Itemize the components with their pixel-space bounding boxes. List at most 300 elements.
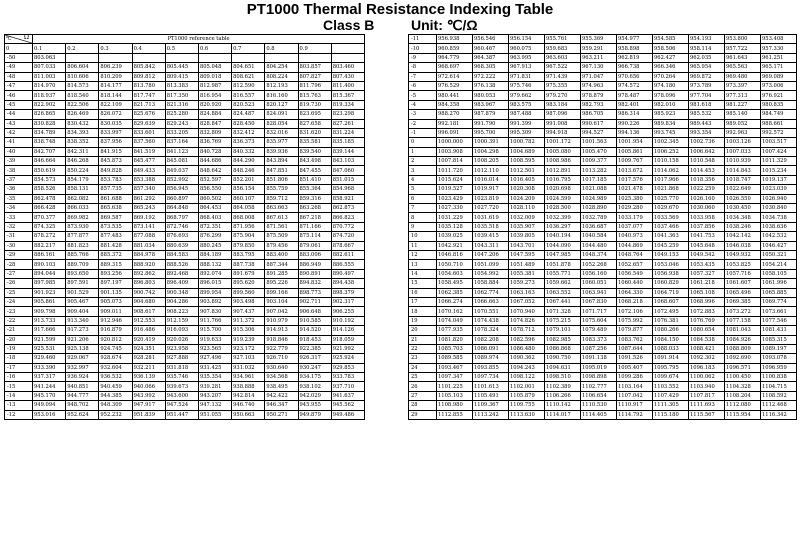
resistance-cell: 1092.302 [689,354,725,363]
resistance-cell: 1069.385 [725,297,761,306]
resistance-cell: 1058.105 [761,269,797,278]
temperature-cell: -17 [5,363,33,372]
resistance-cell: 961.643 [725,53,761,62]
resistance-cell: 955.369 [581,35,617,44]
resistance-cell: 936.924 [66,373,99,382]
resistance-cell: 1084.538 [689,335,725,344]
temperature-cell: 5 [409,185,437,194]
resistance-cell: 969.089 [761,72,797,81]
resistance-cell: 927.888 [165,354,198,363]
resistance-cell: 928.281 [132,354,165,363]
resistance-cell: 896.409 [165,279,198,288]
resistance-cell: 895.620 [232,279,265,288]
resistance-cell: 861.688 [99,194,132,203]
resistance-cell: 905.467 [66,297,99,306]
resistance-cell: 891.679 [232,269,265,278]
temperature-cell: -18 [5,354,33,363]
resistance-cell: 843.894 [265,157,298,166]
table-row [409,72,797,81]
resistance-cell: 962.427 [653,53,689,62]
resistance-cell: 863.663 [265,204,298,213]
temperature-cell: -8 [409,63,437,72]
resistance-cell: 962.035 [689,53,725,62]
resistance-cell: 1009.767 [617,157,653,166]
table-row [5,204,365,213]
resistance-cell: 958.114 [689,44,725,53]
temperature-cell: -4 [409,100,437,109]
resistance-cell: 1011.720 [437,166,473,175]
temperature-cell: 22 [409,344,437,353]
resistance-cell: 814.177 [99,81,132,90]
resistance-cell: 966.346 [653,63,689,72]
table-row [5,81,365,90]
resistance-cell: 1076.381 [653,316,689,325]
resistance-cell: 1006.642 [689,147,725,156]
temperature-cell: -35 [5,194,33,203]
table-row [5,344,365,353]
resistance-cell: 816.954 [198,91,231,100]
resistance-cell: 803.063 [33,53,66,62]
resistance-cell: 925.138 [66,344,99,353]
resistance-cell: 1032.789 [581,213,617,222]
class-label: Class B [323,17,375,33]
resistance-cell: 1034.348 [725,213,761,222]
resistance-cell: 1108.592 [761,391,797,400]
resistance-cell: 931.425 [198,363,231,372]
resistance-cell: 970.264 [653,72,689,81]
resistance-cell: 927.496 [198,354,231,363]
resistance-cell: 1081.043 [725,326,761,335]
resistance-cell: 1015.234 [761,166,797,175]
resistance-cell: 873.141 [132,222,165,231]
resistance-cell: 956.546 [473,35,509,44]
resistance-cell: 974.963 [581,81,617,90]
resistance-cell: 862.873 [331,204,364,213]
resistance-cell: 815.367 [331,91,364,100]
resistance-cell: 1005.861 [617,147,653,156]
temperature-cell: -47 [5,81,33,90]
resistance-cell: 969.872 [689,72,725,81]
temperature-cell: -31 [5,232,33,241]
resistance-cell: 1034.738 [761,213,797,222]
resistance-cell: 1105.491 [473,391,509,400]
resistance-cell: 803.857 [298,63,331,72]
resistance-cell: 822.902 [33,100,66,109]
resistance-cell: 1079.489 [581,326,617,335]
resistance-cell: 885.766 [66,250,99,259]
resistance-cell: 937.710 [331,382,364,391]
resistance-cell: 974.572 [617,81,653,90]
table-row [409,175,797,184]
resistance-cell: 861.292 [132,194,165,203]
resistance-cell: 942.422 [265,391,298,400]
table-row [5,354,365,363]
resistance-cell: 935.746 [165,373,198,382]
resistance-cell: 806.604 [66,63,99,72]
resistance-cell: 816.557 [232,91,265,100]
resistance-cell: 947.524 [165,401,198,410]
table-row [409,401,797,410]
resistance-cell: 843.103 [331,157,364,166]
resistance-cell: 1114.405 [581,410,617,419]
resistance-cell: 957.330 [761,44,797,53]
resistance-cell: 973.397 [725,81,761,90]
resistance-cell: 1077.158 [725,316,761,325]
table-row [5,175,365,184]
resistance-cell: 1088.421 [689,344,725,353]
resistance-cell: 848.246 [232,166,265,175]
resistance-cell: 911.766 [198,316,231,325]
resistance-cell: 964.387 [473,53,509,62]
resistance-cell: 831.224 [331,128,364,137]
resistance-cell: 1035.907 [509,222,545,231]
resistance-cell: 919.239 [232,335,265,344]
resistance-cell: 827.658 [298,119,331,128]
table-row [5,326,365,335]
resistance-cell: 869.587 [99,213,132,222]
temperature-cell: 14 [409,269,437,278]
temperature-cell: -36 [5,185,33,194]
table-row [5,194,365,203]
resistance-cell: 991.008 [545,119,581,128]
resistance-cell: 847.060 [331,166,364,175]
resistance-cell: 809.415 [165,72,198,81]
resistance-cell: 898.773 [298,288,331,297]
resistance-cell: 1107.429 [653,391,689,400]
resistance-cell: 982.793 [581,100,617,109]
resistance-cell: 850.619 [33,166,66,175]
temperature-cell: -13 [5,401,33,410]
resistance-cell: 1022.259 [689,185,725,194]
resistance-cell: 1012.110 [473,166,509,175]
temperature-cell: -49 [5,63,33,72]
resistance-cell: 971.047 [581,72,617,81]
resistance-cell: 1062.385 [437,288,473,297]
resistance-cell: 824.884 [198,110,231,119]
resistance-cell: 843.498 [298,157,331,166]
resistance-cell: 1097.734 [473,373,509,382]
right-table-body [409,35,797,420]
table-row [5,241,365,250]
resistance-cell: 1016.405 [509,175,545,184]
resistance-cell: 946.347 [265,401,298,410]
resistance-cell: 902.317 [331,297,364,306]
table-row [409,288,797,297]
resistance-cell: 1099.674 [653,373,689,382]
column-header [331,44,364,53]
resistance-cell [66,53,99,62]
table-row [409,213,797,222]
reference-table-title: PT1000 reference table [33,35,365,44]
resistance-cell: 878.272 [33,232,66,241]
resistance-cell: 847.455 [298,166,331,175]
resistance-cell: 1029.280 [617,204,653,213]
resistance-cell: 1082.596 [509,335,545,344]
resistance-cell: 849.037 [165,166,198,175]
resistance-cell: 939.673 [165,382,198,391]
resistance-cell: 891.285 [265,269,298,278]
resistance-cell: 921.206 [66,335,99,344]
resistance-cell: 914.126 [331,326,364,335]
resistance-cell: 1100.062 [689,373,725,382]
resistance-cell: 931.032 [232,363,265,372]
resistance-cell: 918.453 [298,335,331,344]
resistance-cell: 833.205 [165,128,198,137]
resistance-cell: 899.954 [198,288,231,297]
resistance-cell: 975.746 [509,81,545,90]
resistance-cell: 963.603 [545,53,581,62]
table-row [5,128,365,137]
resistance-cell: 1071.328 [545,307,581,316]
resistance-cell: 1096.959 [761,363,797,372]
resistance-cell: 857.735 [99,185,132,194]
column-header: 0.7 [232,44,265,53]
resistance-cell: 1096.183 [689,363,725,372]
resistance-cell: 1094.243 [509,363,545,372]
resistance-cell: 1096.571 [725,363,761,372]
resistance-cell: 826.469 [66,110,99,119]
table-row [5,100,365,109]
resistance-cell [99,53,132,62]
resistance-cell: 865.243 [132,204,165,213]
resistance-cell: 954.977 [617,35,653,44]
resistance-cell: 915.306 [232,326,265,335]
resistance-cell: 1097.347 [437,373,473,382]
resistance-cell: 1036.297 [545,222,581,231]
resistance-cell: 910.192 [331,316,364,325]
resistance-cell: 1031.229 [437,213,473,222]
resistance-cell: 987.879 [473,110,509,119]
resistance-cell: 867.218 [298,213,331,222]
resistance-cell: 990.226 [617,119,653,128]
resistance-cell: 964.779 [437,53,473,62]
resistance-cell: 960.467 [473,44,509,53]
resistance-cell: 820.127 [265,100,298,109]
resistance-cell: 1063.552 [545,288,581,297]
temperature-cell: -15 [5,382,33,391]
resistance-cell: 1076.769 [689,316,725,325]
resistance-cell: 865.638 [99,204,132,213]
resistance-cell: 1026.550 [725,194,761,203]
resistance-cell: 859.316 [298,194,331,203]
resistance-cell: 1013.672 [617,166,653,175]
table-row [5,288,365,297]
table-row [5,335,365,344]
resistance-cell: 887.344 [265,260,298,269]
resistance-cell: 981.618 [689,100,725,109]
resistance-cell: 1003.908 [437,147,473,156]
resistance-cell: 1091.526 [617,354,653,363]
resistance-cell: 1005.470 [581,147,617,156]
resistance-cell: 824.091 [265,110,298,119]
resistance-cell: 868.797 [165,213,198,222]
resistance-cell: 864.453 [198,204,231,213]
resistance-cell: 1051.878 [545,260,581,269]
resistance-cell: 1048.374 [581,250,617,259]
resistance-cell: 1021.478 [617,185,653,194]
resistance-cell: 941.637 [331,391,364,400]
resistance-cell: 906.255 [331,307,364,316]
table-row [5,373,365,382]
resistance-cell: 871.561 [265,222,298,231]
resistance-cell: 1037.077 [617,222,653,231]
resistance-cell: 996.091 [437,128,473,137]
resistance-cell: 1046.816 [437,250,473,259]
resistance-cell: 1051.099 [473,260,509,269]
resistance-cell: 1110.142 [545,401,581,410]
table-row [409,166,797,175]
resistance-cell: 920.026 [165,335,198,344]
resistance-cell: 916.486 [132,326,165,335]
resistance-cell: 881.823 [66,241,99,250]
resistance-cell: 982.010 [653,100,689,109]
resistance-cell: 868.403 [198,213,231,222]
column-header: 0 [5,44,33,53]
resistance-cell: 988.270 [437,110,473,119]
resistance-cell: 962.819 [617,53,653,62]
resistance-cell: 932.604 [99,363,132,372]
resistance-cell: 1095.407 [617,363,653,372]
resistance-cell: 1015.624 [437,175,473,184]
resistance-cell: 817.747 [132,91,165,100]
temperature-cell: 2 [409,157,437,166]
resistance-cell: 816.160 [265,91,298,100]
resistance-cell: 1004.689 [509,147,545,156]
resistance-cell: 959.683 [545,44,581,53]
resistance-cell: 1049.932 [725,250,761,259]
resistance-cell: 871.956 [232,222,265,231]
resistance-cell: 986.314 [617,110,653,119]
temperature-cell: 9 [409,222,437,231]
resistance-cell: 1077.546 [761,316,797,325]
resistance-cell [165,53,198,62]
resistance-cell: 979.270 [545,91,581,100]
resistance-cell: 907.437 [232,307,265,316]
resistance-cell: 906.648 [298,307,331,316]
resistance-cell: 826.072 [99,110,132,119]
resistance-cell: 1007.424 [761,147,797,156]
resistance-cell: 885.372 [99,250,132,259]
resistance-cell: 1069.774 [761,297,797,306]
resistance-cell: 1000.782 [509,138,545,147]
temperature-cell: 24 [409,363,437,372]
resistance-cell: 879.061 [298,241,331,250]
temperature-cell: 27 [409,391,437,400]
resistance-cell: 840.728 [198,147,231,156]
resistance-cell: 1074.049 [437,316,473,325]
resistance-cell: 944.385 [99,391,132,400]
resistance-cell: 1032.399 [545,213,581,222]
resistance-cell: 1114.792 [617,410,653,419]
resistance-cell: 1003.126 [725,138,761,147]
resistance-cell: 954.585 [653,35,689,44]
resistance-cell: 973.006 [761,81,797,90]
resistance-cell: 1042.532 [761,232,797,241]
resistance-cell: 910.979 [265,316,298,325]
resistance-cell: 1013.282 [581,166,617,175]
resistance-cell: 1085.315 [761,335,797,344]
resistance-cell: 1038.636 [761,222,797,231]
resistance-cell: 943.992 [132,391,165,400]
resistance-cell: 1072.883 [689,307,725,316]
temperature-cell: 4 [409,175,437,184]
resistance-cell: 827.261 [331,119,364,128]
table-row [409,204,797,213]
table-row [409,194,797,203]
resistance-cell: 934.961 [232,373,265,382]
resistance-cell: 829.639 [132,119,165,128]
resistance-cell: 1052.268 [581,260,617,269]
table-row [5,147,365,156]
resistance-cell: 1019.137 [761,175,797,184]
resistance-cell: 989.834 [653,119,689,128]
resistance-cell: 1086.480 [509,344,545,353]
temperature-cell: -3 [409,110,437,119]
temperature-cell: 19 [409,316,437,325]
temperature-cell: -12 [5,410,33,419]
resistance-cell: 877.877 [66,232,99,241]
column-header: 0.6 [198,44,231,53]
resistance-cell: 1099.286 [617,373,653,382]
resistance-cell: 985.140 [725,110,761,119]
resistance-cell: 943.207 [198,391,231,400]
resistance-cell: 1087.256 [581,344,617,353]
resistance-cell: 987.488 [509,110,545,119]
resistance-cell: 805.842 [132,63,165,72]
resistance-cell: 1008.595 [509,157,545,166]
resistance-cell: 909.798 [33,307,66,316]
resistance-cell: 1111.693 [689,401,725,410]
resistance-cell: 960.075 [509,44,545,53]
resistance-cell: 814.573 [66,81,99,90]
resistance-cell: 864.058 [232,204,265,213]
resistance-cell: 1023.039 [761,185,797,194]
resistance-cell: 967.522 [545,63,581,72]
temperature-cell: -40 [5,147,33,156]
resistance-cell: 872.746 [165,222,198,231]
resistance-cell: 804.651 [232,63,265,72]
resistance-cell: 1061.607 [725,279,761,288]
table-row [5,185,365,194]
resistance-cell: 1074.826 [509,316,545,325]
resistance-cell: 895.226 [265,279,298,288]
column-header: 0.9 [298,44,331,53]
resistance-cell: 935.354 [198,373,231,382]
table-row [409,326,797,335]
resistance-cell: 949.094 [33,401,66,410]
resistance-cell: 881.428 [99,241,132,250]
resistance-cell: 1019.527 [437,185,473,194]
temperature-cell: -44 [5,110,33,119]
resistance-cell: 963.211 [581,53,617,62]
column-header: 0.1 [33,44,66,53]
table-row [5,391,365,400]
resistance-cell: 1049.153 [653,250,689,259]
celsius-symbol: ℃ [6,36,12,42]
resistance-cell: 1059.662 [545,279,581,288]
resistance-cell: 833.601 [132,128,165,137]
resistance-cell: 1093.855 [473,363,509,372]
resistance-cell: 991.399 [509,119,545,128]
resistance-cell: 939.281 [198,382,231,391]
resistance-cell: 945.562 [331,401,364,410]
resistance-cell: 945.955 [298,401,331,410]
resistance-cell: 1101.225 [437,382,473,391]
table-row [409,410,797,419]
resistance-cell: 1080.266 [653,326,689,335]
resistance-cell: 813.383 [165,81,198,90]
resistance-cell: 1014.843 [725,166,761,175]
